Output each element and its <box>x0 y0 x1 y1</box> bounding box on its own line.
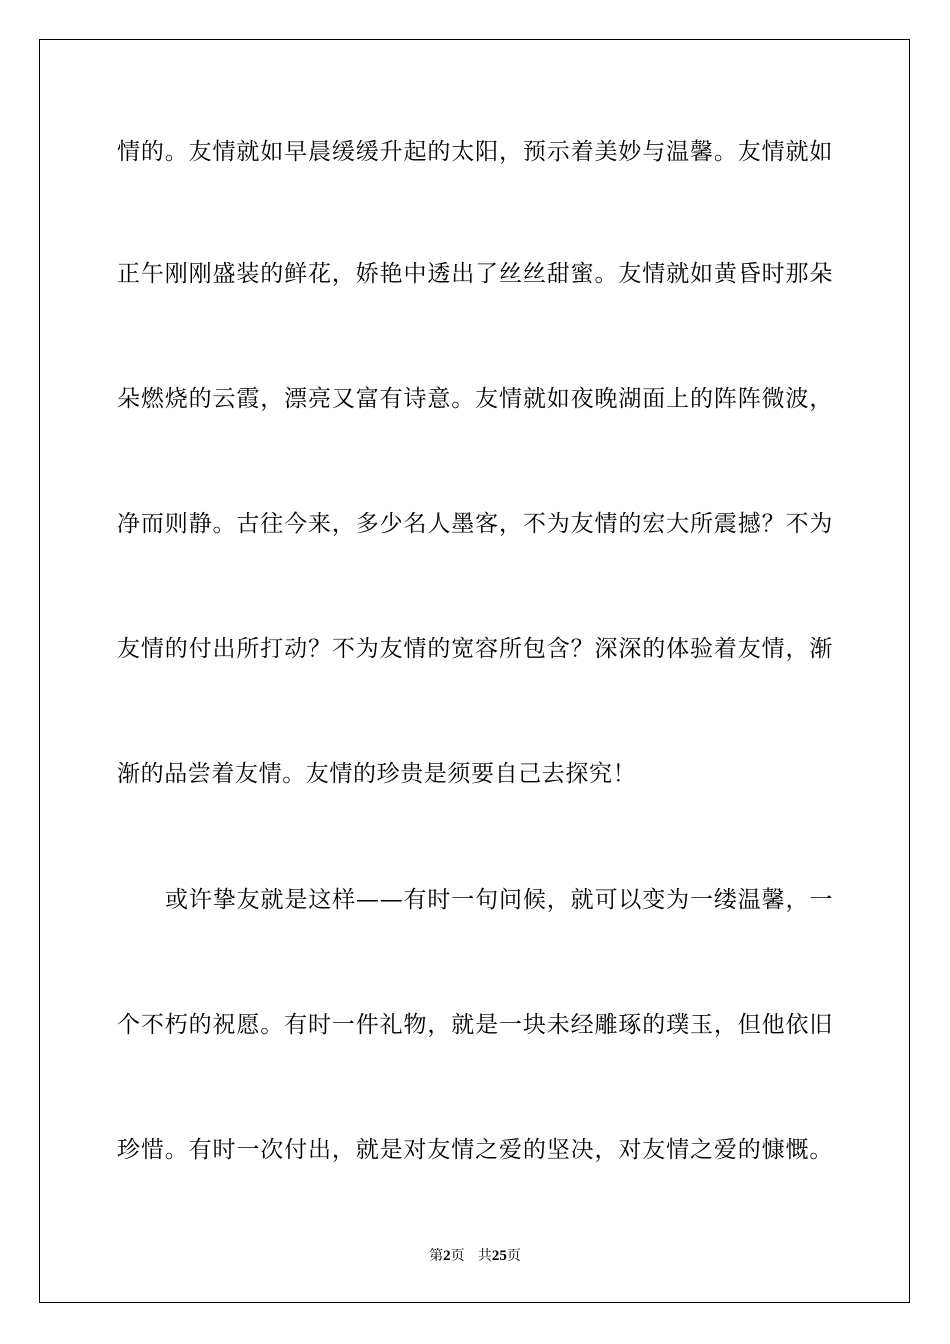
page-border <box>39 39 910 1303</box>
page-number: 2 <box>443 1248 451 1264</box>
body-text-line-1: 情的。友情就如早晨缓缓升起的太阳，预示着美妙与温馨。友情就如 <box>117 139 833 165</box>
total-pages: 25 <box>491 1248 507 1264</box>
total-pages-prefix: 共 <box>477 1248 492 1264</box>
body-text-line-3: 朵燃烧的云霞，漂亮又富有诗意。友情就如夜晚湖面上的阵阵微波， <box>117 386 833 412</box>
page-number-suffix: 页 <box>450 1248 465 1264</box>
body-text-line-2: 正午刚刚盛装的鲜花，娇艳中透出了丝丝甜蜜。友情就如黄昏时那朵 <box>117 261 833 287</box>
total-pages-suffix: 页 <box>506 1248 521 1264</box>
body-text-line-5: 友情的付出所打动？不为友情的宽容所包含？深深的体验着友情，渐 <box>117 636 833 662</box>
body-text-line-4: 净而则静。古往今来，多少名人墨客，不为友情的宏大所震撼？不为 <box>117 511 833 537</box>
body-text-line-7: 或许挚友就是这样——有时一句问候，就可以变为一缕温馨，一 <box>165 887 833 913</box>
body-text-line-9: 珍惜。有时一次付出，就是对友情之爱的坚决，对友情之爱的慷慨。 <box>117 1137 833 1163</box>
page-footer <box>0 1247 950 1265</box>
page-number-prefix: 第 <box>429 1248 444 1264</box>
body-text-line-6: 渐的品尝着友情。友情的珍贵是须要自己去探究！ <box>117 761 637 787</box>
body-text-line-8: 个不朽的祝愿。有时一件礼物，就是一块未经雕琢的璞玉，但他依旧 <box>117 1012 833 1038</box>
